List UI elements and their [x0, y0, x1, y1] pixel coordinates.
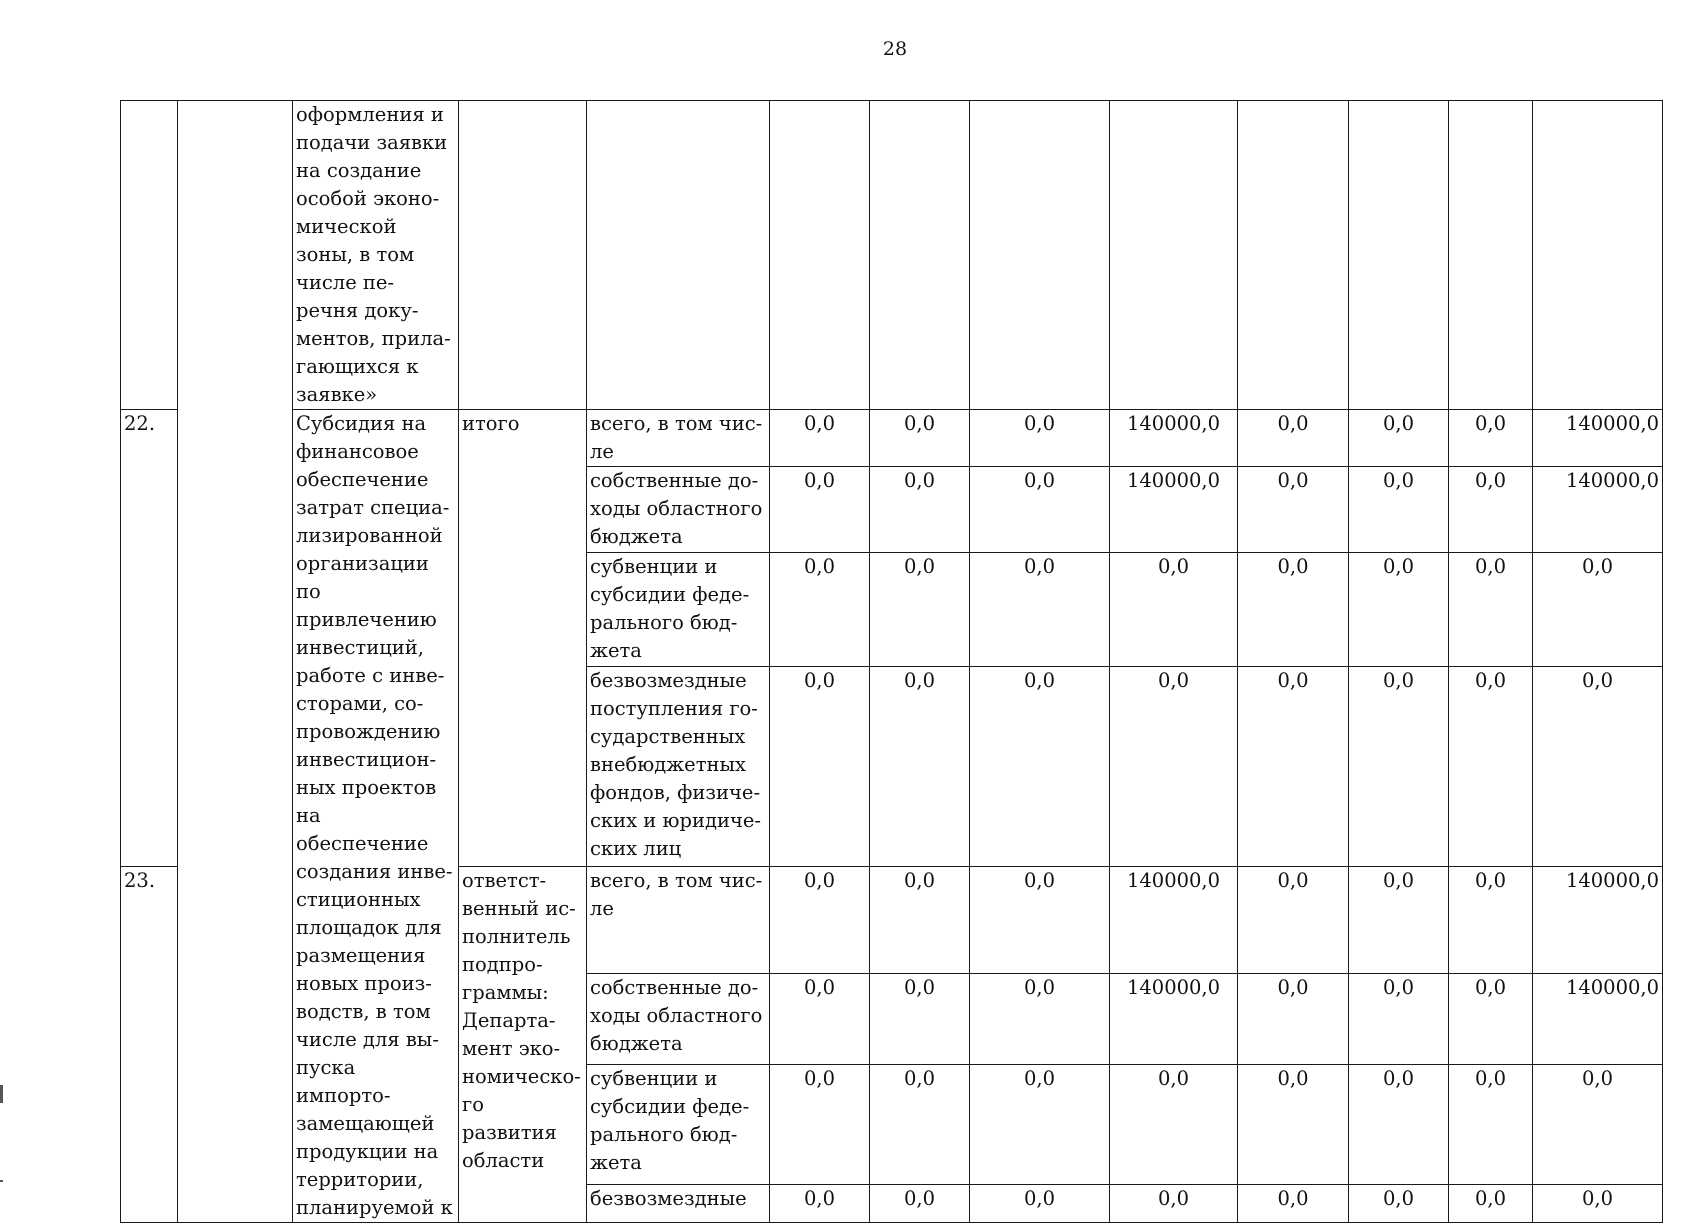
funding-source: субвенции и субсидии феде-рального бюд-жета: [587, 1064, 770, 1184]
value-cell: 0,0: [770, 667, 870, 867]
value-cell: 0,0: [1449, 553, 1533, 667]
value-cell: 0,0: [1238, 867, 1349, 974]
table-row: [121, 410, 1663, 467]
funding-source: безвозмездные: [587, 1185, 770, 1223]
value-cell: 0,0: [770, 974, 870, 1065]
row-number: 23.: [121, 867, 178, 1223]
value-cell: 0,0: [1110, 553, 1238, 667]
value-cell: 0,0: [970, 1185, 1110, 1223]
value-cell: 140000,0: [1533, 867, 1663, 974]
budget-table: [120, 100, 1663, 1223]
value-cell: 0,0: [1238, 410, 1349, 467]
value-cell: 0,0: [970, 410, 1110, 467]
value-cell: 0,0: [770, 1185, 870, 1223]
value-cell: 0,0: [1238, 1185, 1349, 1223]
value-cell: 0,0: [870, 974, 970, 1065]
value-cell: 0,0: [1449, 1185, 1533, 1223]
value-cell: 0,0: [1238, 467, 1349, 553]
value-cell: 0,0: [1533, 1064, 1663, 1184]
value-cell: 0,0: [1110, 1185, 1238, 1223]
value-cell: 0,0: [1533, 667, 1663, 867]
funding-source: собственные до-ходы областного бюджета: [587, 974, 770, 1065]
value-cell: 0,0: [970, 553, 1110, 667]
executor-cell: итого: [459, 410, 587, 867]
value-cell: 0,0: [1349, 974, 1449, 1065]
value-cell: 0,0: [770, 1064, 870, 1184]
value-cell: 0,0: [970, 867, 1110, 974]
value-cell: 0,0: [870, 467, 970, 553]
value-cell: 0,0: [1349, 467, 1449, 553]
value-cell: 0,0: [870, 867, 970, 974]
value-cell: 0,0: [870, 1064, 970, 1184]
value-cell: 0,0: [770, 867, 870, 974]
value-cell: 0,0: [1238, 667, 1349, 867]
funding-source: всего, в том чис-ле: [587, 410, 770, 467]
rownum-cell-empty: [121, 101, 178, 410]
value-cell: 0,0: [970, 667, 1110, 867]
value-cell: 0,0: [970, 467, 1110, 553]
row-number: 22.: [121, 410, 178, 867]
value-cell: 0,0: [970, 1064, 1110, 1184]
value-cell: 0,0: [1349, 867, 1449, 974]
carryover-description: оформления и подачи заявки на создание особой эконо-мической зоны, в том числе пе-речня доку-ментов, прила-гающихся к заявке»: [293, 101, 459, 410]
value-cell: 0,0: [770, 553, 870, 667]
value-cell: 0,0: [970, 974, 1110, 1065]
value-cell: 0,0: [1449, 974, 1533, 1065]
funding-source: субвенции и субсидии феде-рального бюд-жета: [587, 553, 770, 667]
value-cell: 140000,0: [1533, 410, 1663, 467]
value-cell: 140000,0: [1533, 467, 1663, 553]
scan-artifact: [0, 1085, 3, 1103]
funding-source: всего, в том чис-ле: [587, 867, 770, 974]
value-cell: 140000,0: [1110, 867, 1238, 974]
value-cell: 0,0: [1533, 1185, 1663, 1223]
carryover-row: [121, 101, 1663, 410]
value-cell: 0,0: [1238, 974, 1349, 1065]
funding-source: безвозмездные поступления го-сударственных внебюджетных фондов, физиче-ских и юридиче-ских лиц: [587, 667, 770, 867]
value-cell: 0,0: [770, 410, 870, 467]
value-cell: 0,0: [1238, 1064, 1349, 1184]
measure-description: Субсидия на финансовое обеспечение затрат специа-лизированной организации по привлечению инвестиций, работе с инве-сторами, со-провождению инвестицион-ных проектов на обеспечение создания инве-стиционных площадок для размещения новых произ-водств, в том числе для вы-пуска импорто-замещающей продукции на территории, планируемой к: [293, 410, 459, 1223]
value-cell: 140000,0: [1533, 974, 1663, 1065]
value-cell: 0,0: [1110, 1064, 1238, 1184]
value-cell: 0,0: [870, 553, 970, 667]
funding-source: собственные до-ходы областного бюджета: [587, 467, 770, 553]
value-cell: 0,0: [1349, 1185, 1449, 1223]
value-cell: 0,0: [1349, 667, 1449, 867]
value-cell: 0,0: [770, 467, 870, 553]
value-cell: 140000,0: [1110, 974, 1238, 1065]
value-cell: 0,0: [1449, 867, 1533, 974]
value-cell: 0,0: [1449, 410, 1533, 467]
value-cell: 0,0: [870, 667, 970, 867]
value-cell: 0,0: [870, 410, 970, 467]
merged-empty-column: [178, 101, 293, 1223]
value-cell: 0,0: [1349, 1064, 1449, 1184]
value-cell: 0,0: [1449, 467, 1533, 553]
value-cell: 0,0: [1349, 553, 1449, 667]
value-cell: 0,0: [1533, 553, 1663, 667]
value-cell: 0,0: [1449, 667, 1533, 867]
value-cell: 140000,0: [1110, 467, 1238, 553]
page-number: 28: [882, 38, 908, 60]
value-cell: 0,0: [1110, 667, 1238, 867]
executor-cell: ответст-венный ис-полнитель подпро-граммы: Департа-мент эко-номическо-го развития области: [459, 867, 587, 1223]
value-cell: 0,0: [1449, 1064, 1533, 1184]
value-cell: 0,0: [870, 1185, 970, 1223]
value-cell: 140000,0: [1110, 410, 1238, 467]
value-cell: 0,0: [1238, 553, 1349, 667]
value-cell: 0,0: [1349, 410, 1449, 467]
scan-artifact: [0, 1180, 3, 1182]
